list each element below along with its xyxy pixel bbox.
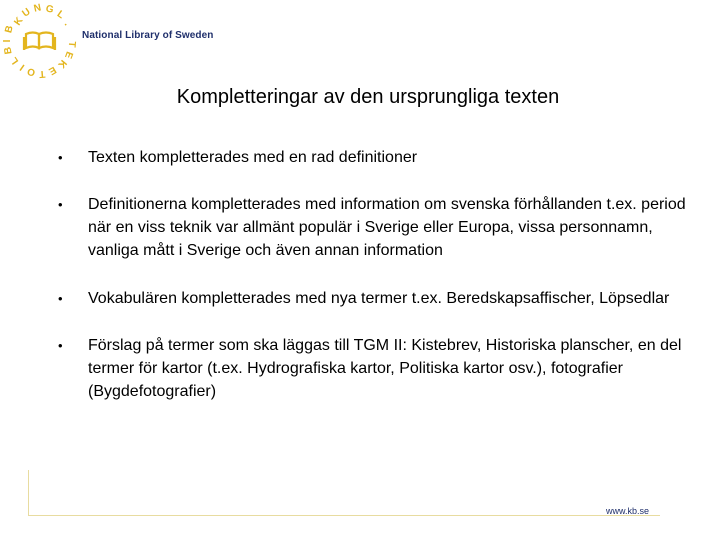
book-icon: [24, 33, 55, 51]
svg-text:B: B: [3, 24, 16, 35]
bullet-list: [58, 146, 688, 403]
footer-corner-rule: [28, 470, 29, 516]
bullet-text: Definitionerna kompletterades med information om svenska förhållanden t.ex. period när en viss teknik var allmänt populär i Sverige eller Europa, vissa personnamn, vanliga mått i Sverige och även annan information: [88, 196, 686, 259]
institution-name: National Library of Sweden: [82, 30, 214, 41]
bullet-marker: •: [58, 150, 63, 165]
svg-text:I: I: [2, 39, 13, 43]
svg-text:G: G: [44, 3, 55, 16]
svg-text:.: .: [61, 19, 73, 28]
svg-text:L: L: [8, 54, 22, 67]
svg-text:K: K: [55, 57, 69, 70]
bullet-text: Förslag på termer som ska läggas till TGM II: Kistebrev, Historiska planscher, en del termer för kartor (t.ex. Hydrografiska kartor, Politiska kartor osv.), fotografier (Bygdefotografier): [88, 337, 682, 400]
svg-text:T: T: [65, 40, 78, 48]
slide-title: Kompletteringar av den ursprungliga texten: [176, 86, 560, 108]
bullet-marker: •: [58, 197, 63, 212]
bullet-item: [58, 287, 688, 310]
svg-text:L: L: [54, 8, 67, 22]
svg-text:T: T: [38, 67, 46, 80]
kb-logo: [0, 0, 80, 80]
footer-rule: [28, 515, 660, 516]
bullet-item: [58, 334, 688, 403]
svg-text:O: O: [26, 65, 37, 78]
svg-text:U: U: [20, 6, 33, 20]
bullet-text: Texten kompletterades med en rad definitioner: [88, 149, 418, 166]
svg-text:N: N: [32, 2, 43, 15]
svg-text:E: E: [62, 49, 75, 60]
bullet-text: Vokabulären kompletterades med nya termer t.ex. Beredskapsaffischer, Löpsedlar: [88, 290, 670, 307]
svg-text:E: E: [46, 63, 58, 77]
bullet-item: [58, 146, 688, 169]
bullet-marker: •: [58, 338, 63, 353]
svg-text:B: B: [2, 45, 15, 55]
footer-url: www.kb.se: [606, 506, 650, 516]
bullet-item: [58, 193, 688, 262]
svg-text:K: K: [12, 15, 26, 28]
svg-text:I: I: [18, 61, 27, 73]
bullet-marker: •: [58, 291, 63, 306]
